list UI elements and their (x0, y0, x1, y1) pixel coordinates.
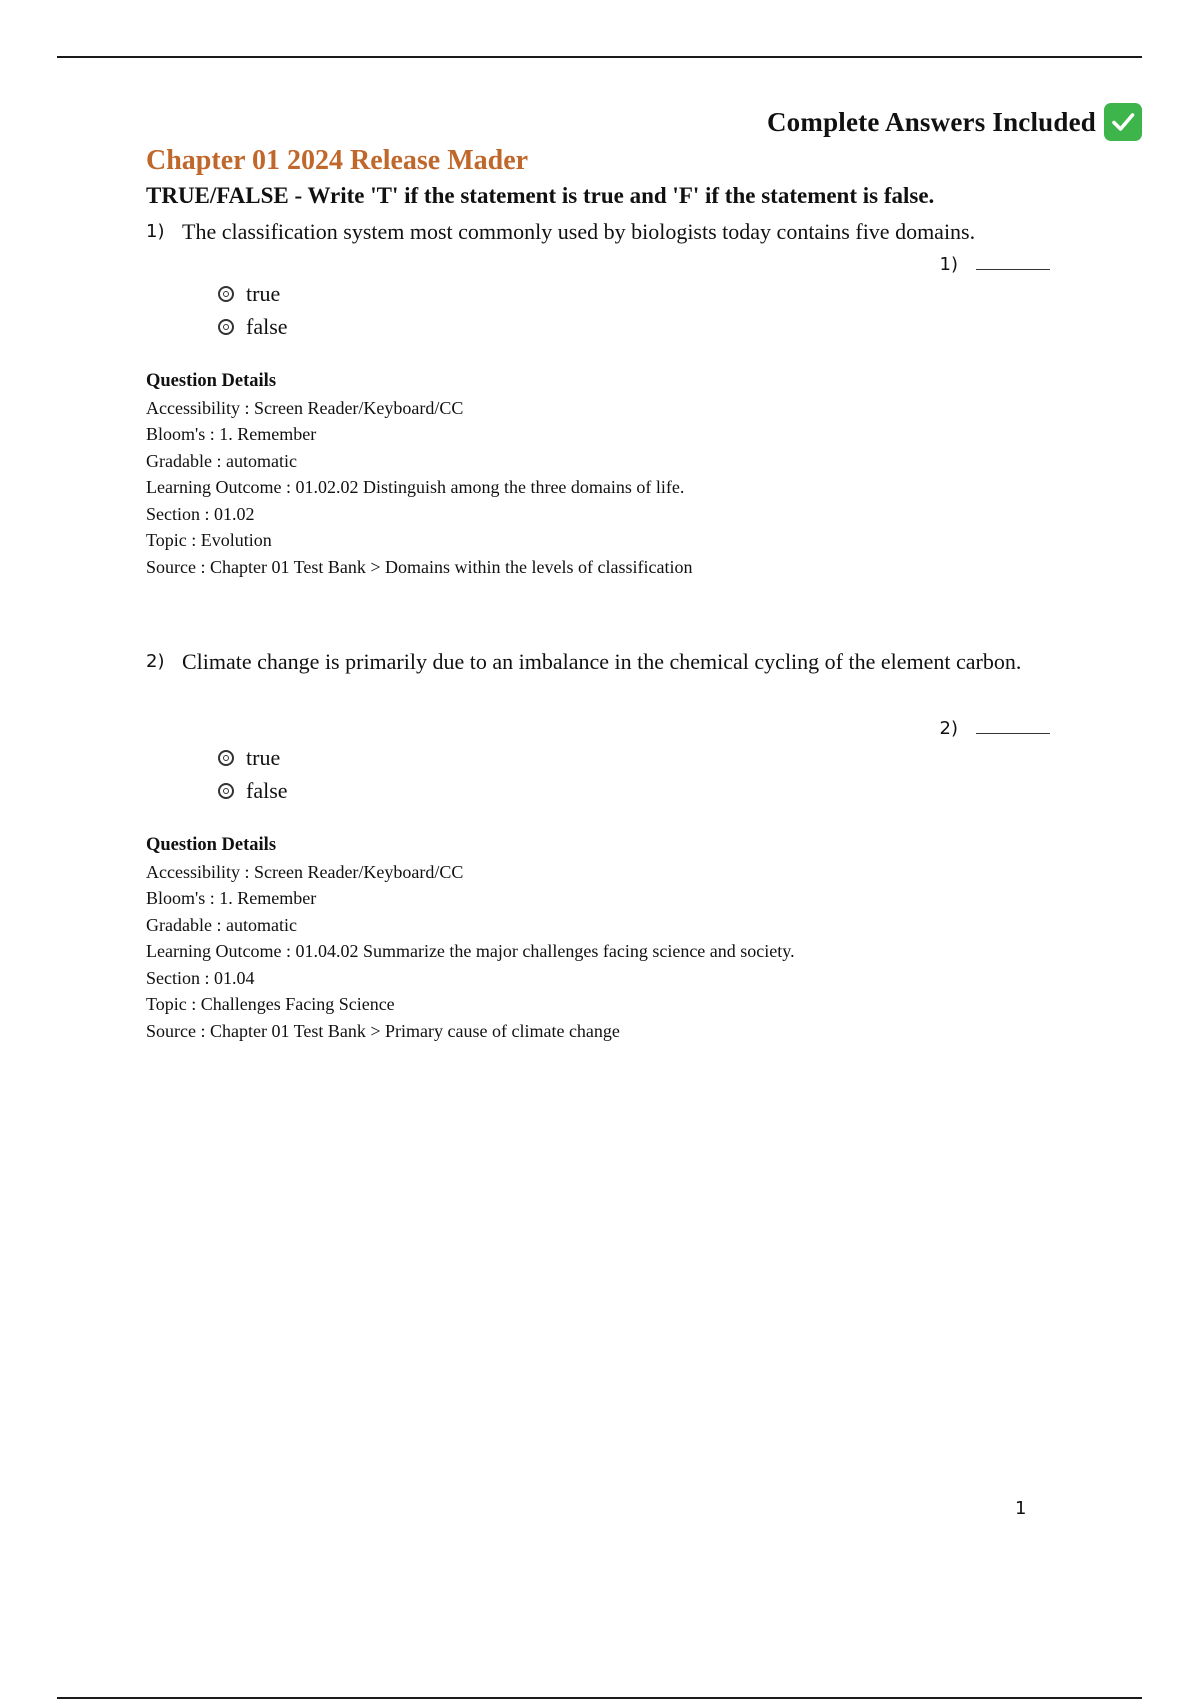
question-details (146, 368, 692, 580)
detail-line: Bloom's : 1. Remember (146, 424, 317, 444)
question-text: Climate change is primarily due to an imbalance in the chemical cycling of the element carbon. (182, 649, 1022, 674)
option-label: false (246, 777, 288, 803)
detail-line: Learning Outcome : 01.04.02 Summarize the major challenges facing science and society. (146, 941, 795, 961)
detail-line: Topic : Evolution (146, 530, 272, 550)
detail-line: Section : 01.04 (146, 967, 255, 988)
option-false[interactable] (218, 774, 288, 807)
option-true[interactable] (218, 741, 288, 774)
detail-line: Source : Chapter 01 Test Bank > Domains within the levels of classification (146, 556, 693, 577)
details-heading: Question Details (146, 371, 277, 391)
detail-line: Bloom's : 1. Remember (146, 888, 317, 908)
question-1 (146, 215, 1066, 585)
options (218, 277, 288, 343)
page-number: 1 (1015, 1498, 1027, 1519)
detail-line: Section : 01.02 (146, 503, 255, 524)
answer-line (940, 251, 1050, 275)
check-mark-icon (1104, 103, 1142, 141)
answer-blank[interactable] (976, 251, 1050, 270)
bottom-rule (57, 1697, 1142, 1699)
details-heading: Question Details (146, 835, 277, 855)
option-label: true (246, 280, 281, 306)
answers-banner (767, 100, 1142, 144)
answer-label: 2) (939, 718, 958, 739)
question-number: 1) (146, 221, 165, 242)
radio-icon[interactable] (218, 783, 234, 799)
detail-line: Accessibility : Screen Reader/Keyboard/CC (146, 861, 464, 882)
option-false[interactable] (218, 310, 288, 343)
option-true[interactable] (218, 277, 288, 310)
option-label: true (246, 744, 281, 770)
answer-label: 1) (939, 254, 958, 275)
question-details (146, 832, 795, 1044)
instructions: TRUE/FALSE - Write 'T' if the statement is true and 'F' if the statement is false. (146, 183, 935, 208)
detail-line: Accessibility : Screen Reader/Keyboard/CC (146, 397, 464, 418)
radio-icon[interactable] (218, 286, 234, 302)
banner-text: Complete Answers Included (766, 106, 1096, 137)
chapter-title: Chapter 01 2024 Release Mader (146, 145, 529, 176)
question-number: 2) (146, 651, 165, 672)
question-text: The classification system most commonly used by biologists today contains five domains. (182, 219, 976, 244)
radio-icon[interactable] (218, 750, 234, 766)
detail-line: Source : Chapter 01 Test Bank > Primary cause of climate change (146, 1020, 620, 1041)
radio-icon[interactable] (218, 319, 234, 335)
detail-line: Topic : Challenges Facing Science (146, 994, 395, 1014)
detail-line: Gradable : automatic (146, 450, 297, 471)
detail-line: Learning Outcome : 01.02.02 Distinguish among the three domains of life. (146, 477, 685, 497)
options (218, 741, 288, 807)
top-rule (57, 56, 1142, 58)
option-label: false (246, 313, 288, 339)
answer-blank[interactable] (976, 715, 1050, 734)
question-2 (146, 645, 1066, 1055)
detail-line: Gradable : automatic (146, 914, 297, 935)
answer-line (940, 715, 1050, 739)
